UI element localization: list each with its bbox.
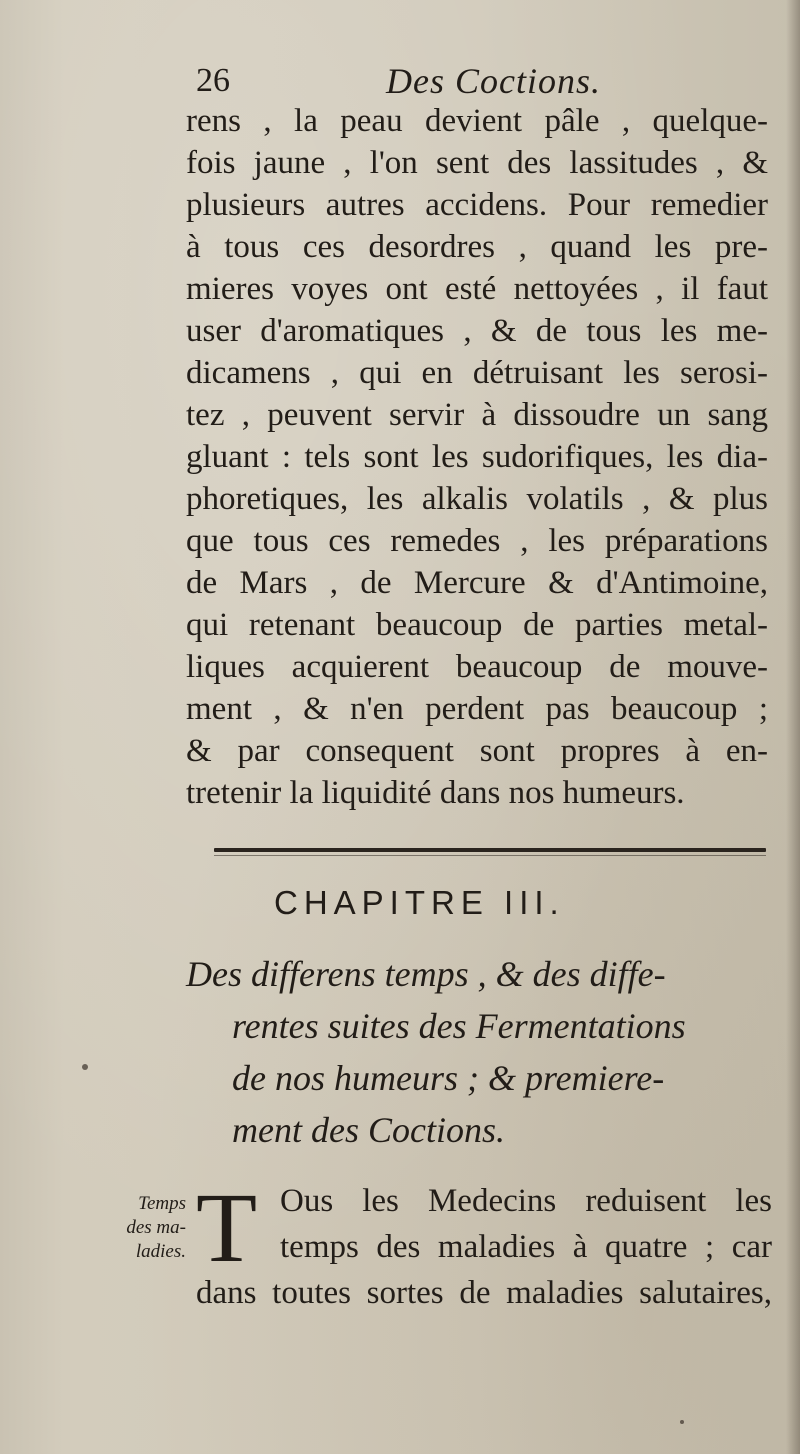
subtitle-line: de nos humeurs ; & premiere- bbox=[232, 1058, 665, 1098]
subtitle-line: rentes suites des Fermentations bbox=[232, 1006, 686, 1046]
text-line: liques acquierent beaucoup de mouve- bbox=[186, 649, 768, 685]
margin-note-line: Temps bbox=[138, 1193, 186, 1214]
page-number: 26 bbox=[196, 62, 230, 99]
chapter-heading: CHAPITRE III. bbox=[274, 884, 565, 921]
text-line: mieres voyes ont esté nettoyées , il faut bbox=[186, 271, 768, 307]
chapter-subtitle bbox=[186, 948, 786, 1156]
running-title: Des Coctions. bbox=[386, 61, 601, 101]
subtitle-line: Des differens temps , & des diffe- bbox=[186, 954, 666, 994]
paragraph-two-continuation bbox=[196, 1270, 772, 1316]
text-line: dans toutes sortes de maladies salutaires, bbox=[196, 1275, 772, 1311]
drop-cap: T bbox=[196, 1172, 258, 1283]
paragraph-two-opening bbox=[280, 1178, 772, 1270]
page-edge-shadow bbox=[786, 0, 800, 1454]
text-line: rens , la peau devient pâle , quelque- bbox=[186, 103, 768, 139]
text-line: tez , peuvent servir à dissoudre un sang bbox=[186, 397, 768, 433]
body-paragraph bbox=[186, 100, 768, 814]
text-line: plusieurs autres accidens. Pour remedier bbox=[186, 187, 768, 223]
text-line: que tous ces remedes , les préparations bbox=[186, 523, 768, 559]
ink-speck bbox=[82, 1064, 88, 1070]
text-line: user d'aromatiques , & de tous les me- bbox=[186, 313, 768, 349]
text-line: de Mars , de Mercure & d'Antimoine, bbox=[186, 565, 768, 601]
text-line: tretenir la liquidité dans nos humeurs. bbox=[186, 775, 685, 811]
text-line: phoretiques, les alkalis volatils , & plus bbox=[186, 481, 768, 517]
margin-note-line: ladies. bbox=[135, 1241, 186, 1262]
margin-note bbox=[76, 1192, 186, 1264]
text-line: dicamens , qui en détruisant les serosi- bbox=[186, 355, 768, 391]
text-line: ment , & n'en perdent pas beaucoup ; bbox=[186, 691, 768, 727]
margin-note-line: des ma- bbox=[126, 1217, 186, 1238]
text-line: gluant : tels sont les sudorifiques, les dia- bbox=[186, 439, 768, 475]
text-line: & par consequent sont propres à en- bbox=[186, 733, 768, 769]
section-divider-thin bbox=[214, 855, 766, 856]
text-line: à tous ces desordres , quand les pre- bbox=[186, 229, 768, 265]
ink-speck bbox=[680, 1420, 684, 1424]
subtitle-line: ment des Coctions. bbox=[232, 1110, 505, 1150]
section-divider bbox=[214, 848, 766, 852]
text-line: qui retenant beaucoup de parties metal- bbox=[186, 607, 768, 643]
text-line: temps des maladies à quatre ; car bbox=[280, 1229, 772, 1265]
text-line: fois jaune , l'on sent des lassitudes , & bbox=[186, 145, 768, 181]
text-line: Ous les Medecins reduisent les bbox=[280, 1183, 772, 1219]
